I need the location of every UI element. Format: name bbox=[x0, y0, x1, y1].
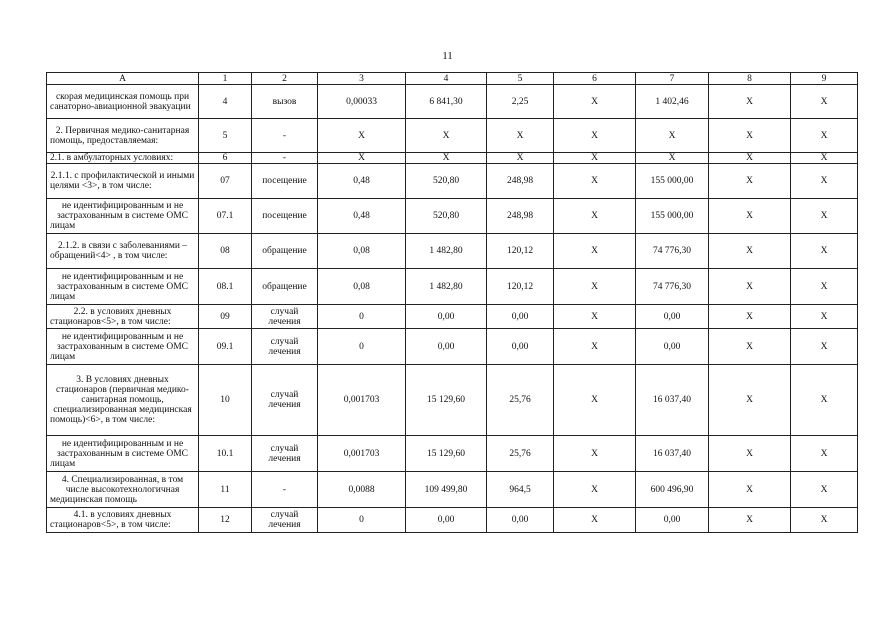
header-cell: 6 bbox=[554, 73, 636, 85]
table-cell: X bbox=[709, 164, 791, 199]
header-cell: 4 bbox=[406, 73, 487, 85]
row-description-cell: не идентифицированным и не застрахованным в системе ОМС лицам bbox=[47, 199, 199, 234]
row-description-cell: не идентифицированным и не застрахованным в системе ОМС лицам bbox=[47, 436, 199, 472]
data-table bbox=[46, 72, 858, 533]
table-row bbox=[47, 119, 858, 153]
table-cell: X bbox=[554, 436, 636, 472]
table-cell: 120,12 bbox=[487, 234, 554, 269]
row-description-cell: 2. Первичная медико-санитарная помощь, предоставляемая: bbox=[47, 119, 199, 153]
table-cell: случай лечения bbox=[252, 365, 318, 436]
table-cell: 109 499,80 bbox=[406, 472, 487, 508]
table-cell: 520,80 bbox=[406, 164, 487, 199]
table-cell: 0,08 bbox=[318, 234, 406, 269]
table-cell: X bbox=[791, 472, 858, 508]
row-description-cell: 2.1. в амбулаторных условиях: bbox=[47, 153, 199, 164]
table-cell: 120,12 bbox=[487, 269, 554, 305]
table-cell: X bbox=[709, 305, 791, 329]
table-cell: 1 482,80 bbox=[406, 234, 487, 269]
table-cell: 0,001703 bbox=[318, 436, 406, 472]
table-cell: 0,00 bbox=[636, 329, 709, 365]
table-cell: X bbox=[709, 199, 791, 234]
table-cell: 0 bbox=[318, 329, 406, 365]
table-cell: 1 402,46 bbox=[636, 85, 709, 119]
table-cell: 0,00 bbox=[487, 305, 554, 329]
table-cell: X bbox=[487, 153, 554, 164]
table-cell: X bbox=[709, 365, 791, 436]
table-cell: 520,80 bbox=[406, 199, 487, 234]
table-row bbox=[47, 472, 858, 508]
table-cell: X bbox=[554, 153, 636, 164]
table-cell: X bbox=[554, 329, 636, 365]
table-cell: X bbox=[709, 472, 791, 508]
header-cell: 3 bbox=[318, 73, 406, 85]
table-cell: X bbox=[709, 119, 791, 153]
table-cell: X bbox=[791, 199, 858, 234]
header-cell: 8 bbox=[709, 73, 791, 85]
table-cell: X bbox=[636, 119, 709, 153]
table-row bbox=[47, 269, 858, 305]
table-row bbox=[47, 365, 858, 436]
table-cell: 155 000,00 bbox=[636, 199, 709, 234]
table-cell: X bbox=[487, 119, 554, 153]
table-cell: 6 bbox=[199, 153, 252, 164]
table-cell: 1 482,80 bbox=[406, 269, 487, 305]
table-cell: случай лечения bbox=[252, 436, 318, 472]
table-cell: 0,001703 bbox=[318, 365, 406, 436]
table-cell: X bbox=[709, 329, 791, 365]
table-cell: X bbox=[791, 164, 858, 199]
table-cell: X bbox=[709, 234, 791, 269]
table-cell: 4 bbox=[199, 85, 252, 119]
table-cell: 74 776,30 bbox=[636, 269, 709, 305]
table-cell: 08.1 bbox=[199, 269, 252, 305]
table-cell: 0,0088 bbox=[318, 472, 406, 508]
table-cell: посещение bbox=[252, 199, 318, 234]
header-row bbox=[47, 73, 858, 85]
table-cell: X bbox=[791, 269, 858, 305]
table-cell: случай лечения bbox=[252, 508, 318, 533]
table-cell: 07 bbox=[199, 164, 252, 199]
table-cell: 2,25 bbox=[487, 85, 554, 119]
row-description-cell: не идентифицированным и не застрахованным в системе ОМС лицам bbox=[47, 269, 199, 305]
table-cell: 248,98 bbox=[487, 164, 554, 199]
table-cell: 09 bbox=[199, 305, 252, 329]
row-description-cell: 2.2. в условиях дневных стационаров<5>, в том числе: bbox=[47, 305, 199, 329]
table-cell: X bbox=[791, 329, 858, 365]
table-cell: 25,76 bbox=[487, 436, 554, 472]
table-cell: 0,00 bbox=[636, 508, 709, 533]
table-cell: - bbox=[252, 119, 318, 153]
table-cell: X bbox=[791, 85, 858, 119]
table-cell: X bbox=[791, 153, 858, 164]
table-cell: X bbox=[791, 508, 858, 533]
table-cell: - bbox=[252, 472, 318, 508]
table-cell: 0,00 bbox=[487, 508, 554, 533]
header-cell: 5 bbox=[487, 73, 554, 85]
table-cell: X bbox=[406, 153, 487, 164]
table-cell: 0,48 bbox=[318, 164, 406, 199]
table-cell: X bbox=[791, 436, 858, 472]
table-cell: X bbox=[318, 119, 406, 153]
table-row bbox=[47, 164, 858, 199]
table-cell: 0,00 bbox=[487, 329, 554, 365]
table-cell: 6 841,30 bbox=[406, 85, 487, 119]
table-cell: X bbox=[554, 85, 636, 119]
table-cell: - bbox=[252, 153, 318, 164]
table-cell: X bbox=[554, 234, 636, 269]
table-row bbox=[47, 436, 858, 472]
table-cell: X bbox=[554, 305, 636, 329]
table-cell: 10 bbox=[199, 365, 252, 436]
table-cell: X bbox=[791, 365, 858, 436]
table-row bbox=[47, 508, 858, 533]
table-cell: 25,76 bbox=[487, 365, 554, 436]
table-cell: 07.1 bbox=[199, 199, 252, 234]
row-description-cell: 3. В условиях дневных стационаров (первичная медико-санитарная помощь, специализированная медицинская помощь)<6>, в том числе: bbox=[47, 365, 199, 436]
row-description-cell: 4.1. в условиях дневных стационаров<5>, в том числе: bbox=[47, 508, 199, 533]
table-cell: обращение bbox=[252, 269, 318, 305]
table-row bbox=[47, 305, 858, 329]
table-cell: X bbox=[709, 85, 791, 119]
table-cell: X bbox=[554, 164, 636, 199]
table-cell: 74 776,30 bbox=[636, 234, 709, 269]
table-cell: 155 000,00 bbox=[636, 164, 709, 199]
row-description-cell: не идентифицированным и не застрахованным в системе ОМС лицам bbox=[47, 329, 199, 365]
table-cell: X bbox=[406, 119, 487, 153]
table-cell: X bbox=[554, 119, 636, 153]
table-cell: 10.1 bbox=[199, 436, 252, 472]
table-cell: 08 bbox=[199, 234, 252, 269]
table-cell: вызов bbox=[252, 85, 318, 119]
table-cell: случай лечения bbox=[252, 305, 318, 329]
table-cell: 0 bbox=[318, 508, 406, 533]
header-cell: 7 bbox=[636, 73, 709, 85]
header-cell: А bbox=[47, 73, 199, 85]
table-cell: обращение bbox=[252, 234, 318, 269]
header-cell: 9 bbox=[791, 73, 858, 85]
table-cell: 0,48 bbox=[318, 199, 406, 234]
table-cell: X bbox=[791, 119, 858, 153]
table-cell: 11 bbox=[199, 472, 252, 508]
table-cell: 5 bbox=[199, 119, 252, 153]
table-cell: 0,00 bbox=[406, 508, 487, 533]
row-description-cell: 2.1.1. с профилактической и иными целями <3>, в том числе: bbox=[47, 164, 199, 199]
table-cell: посещение bbox=[252, 164, 318, 199]
table-cell: X bbox=[318, 153, 406, 164]
table-row bbox=[47, 199, 858, 234]
table-cell: 0,00 bbox=[636, 305, 709, 329]
table-cell: X bbox=[791, 305, 858, 329]
table-cell: 0,00033 bbox=[318, 85, 406, 119]
table-cell: 15 129,60 bbox=[406, 436, 487, 472]
table-cell: случай лечения bbox=[252, 329, 318, 365]
table-cell: X bbox=[554, 365, 636, 436]
table-row bbox=[47, 85, 858, 119]
table-cell: X bbox=[554, 508, 636, 533]
table-cell: X bbox=[709, 508, 791, 533]
table-cell: X bbox=[636, 153, 709, 164]
header-cell: 2 bbox=[252, 73, 318, 85]
row-description-cell: 2.1.2. в связи с заболеваниями – обращений<4> , в том числе: bbox=[47, 234, 199, 269]
table-cell: X bbox=[709, 269, 791, 305]
table-cell: 15 129,60 bbox=[406, 365, 487, 436]
table-cell: 0,08 bbox=[318, 269, 406, 305]
table-cell: 964,5 bbox=[487, 472, 554, 508]
header-cell: 1 bbox=[199, 73, 252, 85]
table-cell: 0,00 bbox=[406, 305, 487, 329]
table-cell: 12 bbox=[199, 508, 252, 533]
table-row bbox=[47, 153, 858, 164]
table-cell: X bbox=[554, 199, 636, 234]
table-cell: 0,00 bbox=[406, 329, 487, 365]
table-cell: 0 bbox=[318, 305, 406, 329]
table-cell: X bbox=[791, 234, 858, 269]
table-cell: 16 037,40 bbox=[636, 436, 709, 472]
row-description-cell: скорая медицинская помощь при санаторно-авиационной эвакуации bbox=[47, 85, 199, 119]
table-cell: X bbox=[554, 472, 636, 508]
table-cell: X bbox=[709, 436, 791, 472]
table-cell: X bbox=[709, 153, 791, 164]
table-row bbox=[47, 329, 858, 365]
table-cell: 600 496,90 bbox=[636, 472, 709, 508]
row-description-cell: 4. Специализированная, в том числе высокотехнологичная медицинская помощь bbox=[47, 472, 199, 508]
page-number: 11 bbox=[442, 50, 453, 62]
table-cell: 09.1 bbox=[199, 329, 252, 365]
table-row bbox=[47, 234, 858, 269]
table-cell: 248,98 bbox=[487, 199, 554, 234]
table-cell: X bbox=[554, 269, 636, 305]
table-cell: 16 037,40 bbox=[636, 365, 709, 436]
